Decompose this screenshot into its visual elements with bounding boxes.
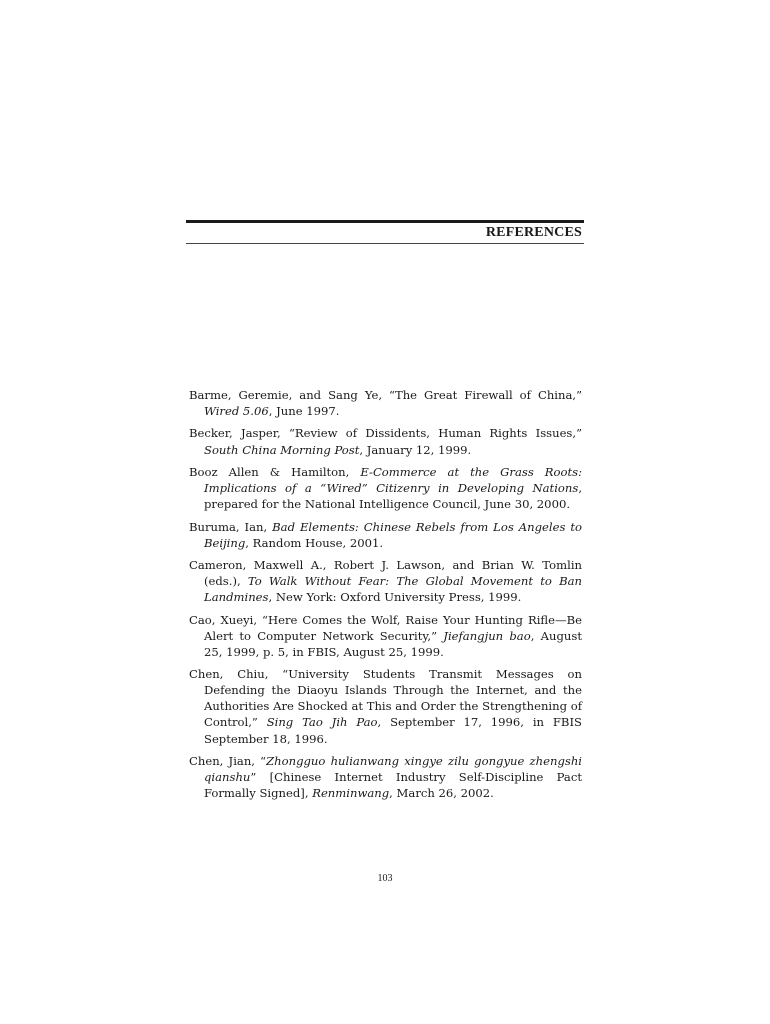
reference-list	[189, 387, 582, 808]
reference-text: Buruma, Ian,	[189, 519, 273, 534]
reference-entry	[189, 666, 582, 746]
reference-text: , prepared for the National Intelligence Council, June 30, 2000.	[204, 481, 582, 512]
reference-entry	[189, 464, 582, 512]
reference-text: Booz Allen & Hamilton,	[189, 464, 361, 479]
reference-text: , New York: Oxford University Press, 1999.	[268, 590, 522, 605]
reference-title-italic: To Walk Without Fear: The Global Movement to Ban Landmines	[204, 574, 582, 605]
reference-entry	[189, 387, 582, 419]
reference-entry	[189, 612, 582, 660]
reference-text: ” [Chinese Internet Industry Self-Discipline Pact Formally Signed],	[204, 770, 582, 801]
reference-title-italic: Renminwang	[312, 786, 390, 801]
reference-text: , Random House, 2001.	[245, 535, 384, 550]
reference-title-italic: E-Commerce at the Grass Roots: Implications of a “Wired” Citizenry in Developing Nations	[204, 464, 582, 496]
reference-text: Chen, Chiu, “University Students Transmit Messages on Defending the Diaoyu Islands Through the Internet, and the Authorities Are Shocked at This and Order the Strengthening of Control,”	[189, 667, 582, 730]
reference-text: Chen, Jian, “	[189, 753, 267, 768]
reference-title-italic: South China Morning Post	[204, 442, 360, 457]
page-number: 103	[377, 873, 393, 884]
reference-text: Becker, Jasper, “Review of Dissidents, Human Rights Issues,”	[189, 426, 582, 441]
page-title: REFERENCES	[485, 225, 582, 240]
reference-entry	[189, 425, 582, 457]
header-rule-thin	[186, 243, 584, 244]
reference-text: , September 17, 1996, in FBIS September 18, 1996.	[204, 715, 582, 746]
reference-title-italic: Zhongguo hulianwang xingye zilu gongyue zhengshi qianshu	[204, 753, 582, 785]
reference-title-italic: Sing Tao Jih Pao	[266, 715, 378, 730]
reference-text: , June 1997.	[268, 404, 340, 419]
header-rule-thick	[186, 220, 584, 223]
reference-title-italic: Bad Elements: Chinese Rebels from Los Angeles to Beijing	[204, 519, 583, 550]
reference-text: Barme, Geremie, and Sang Ye, “The Great Firewall of China,”	[189, 388, 582, 402]
reference-text: , March 26, 2002.	[389, 786, 494, 801]
reference-text: , August 25, 1999, p. 5, in FBIS, August 25, 1999.	[204, 628, 582, 659]
reference-entry	[189, 753, 582, 801]
reference-title-italic: Wired 5.06	[204, 404, 269, 419]
reference-text: Cao, Xueyi, “Here Comes the Wolf, Raise Your Hunting Rifle—Be Alert to Computer Network Security,”	[189, 612, 582, 643]
reference-entry	[189, 557, 582, 605]
reference-title-italic: Jiefangjun bao	[443, 628, 531, 643]
reference-entry	[189, 519, 582, 551]
reference-text: Cameron, Maxwell A., Robert J. Lawson, and Brian W. Tomlin (eds.),	[189, 558, 582, 589]
reference-text: , January 12, 1999.	[359, 442, 472, 457]
